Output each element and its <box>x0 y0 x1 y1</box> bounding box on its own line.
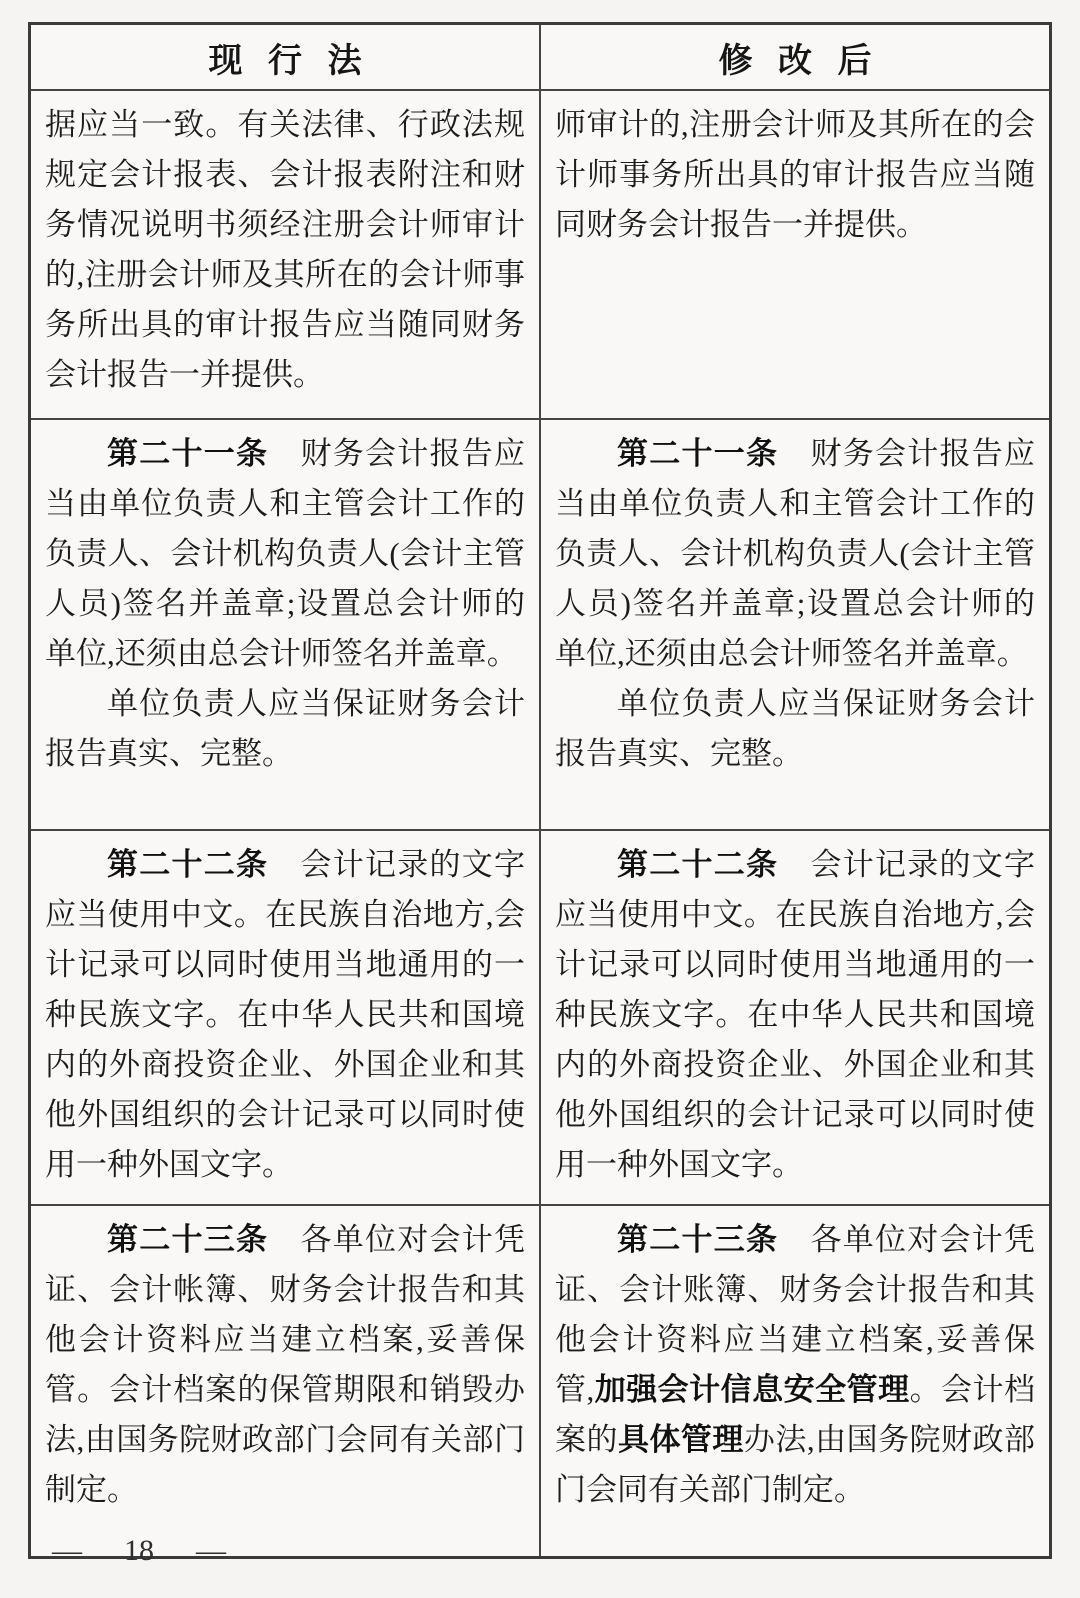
table-row <box>30 830 1051 1205</box>
cell-left <box>30 830 541 1205</box>
table-header-row <box>30 24 1051 91</box>
paragraph <box>45 679 525 779</box>
text-run: 师审计的,注册会计师及其所在的会计师事务所出具的审计报告应当随同财务会计报告一并提供。 <box>555 107 1035 242</box>
table-row <box>30 90 1051 419</box>
page-number: 18 <box>124 1534 154 1567</box>
table-row <box>30 1205 1051 1558</box>
cell-right <box>540 1205 1051 1558</box>
text-run: 单位负责人应当保证财务会计报告真实、完整。 <box>45 686 525 771</box>
bold-text-run: 加强会计信息安全管理 <box>594 1372 910 1407</box>
cell-left <box>30 1205 541 1558</box>
paragraph <box>555 100 1035 250</box>
cell-left <box>30 90 541 419</box>
cell-right <box>540 419 1051 830</box>
paragraph <box>45 1215 525 1515</box>
text-run: 财务会计报告应当由单位负责人和主管会计工作的负责人、会计机构负责人(会计主管人员)签名并盖章;设置总会计师的单位,还须由总会计师签名并盖章。 <box>555 436 1035 671</box>
text-run: 办法,由国务院财政部门会同有关部门制定。 <box>555 1422 1036 1507</box>
table-row <box>30 419 1051 830</box>
paragraph <box>555 679 1035 779</box>
bold-text-run: 第二十三条 <box>617 1222 779 1257</box>
text-run: 财务会计报告应当由单位负责人和主管会计工作的负责人、会计机构负责人(会计主管人员)签名并盖章;设置总会计师的单位,还须由总会计师签名并盖章。 <box>45 436 525 671</box>
cell-right <box>540 830 1051 1205</box>
paragraph <box>555 1215 1035 1515</box>
bold-text-run: 第二十三条 <box>107 1222 269 1257</box>
paragraph <box>45 429 525 679</box>
text-run: 会计记录的文字应当使用中文。在民族自治地方,会计记录可以同时使用当地通用的一种民族文字。在中华人民共和国境内的外商投资企业、外国企业和其他外国组织的会计记录可以同时使用一种外国文字。 <box>555 847 1035 1182</box>
text-run: 各单位对会计凭证、会计账簿、财务会计报告和其他会计资料应当建立档案,妥善保管, <box>555 1222 1035 1407</box>
bold-text-run: 第二十二条 <box>617 847 779 882</box>
footer-right-dash: — <box>196 1534 226 1567</box>
header-current-law: 现行法 <box>30 24 541 91</box>
page-footer <box>52 1534 226 1568</box>
paragraph <box>555 840 1035 1190</box>
text-run: 据应当一致。有关法律、行政法规规定会计报表、会计报表附注和财务情况说明书须经注册会计师审计的,注册会计师及其所在的会计师事务所出具的审计报告应当随同财务会计报告一并提供。 <box>45 107 525 392</box>
footer-left-dash: — <box>52 1534 82 1567</box>
bold-text-run: 第二十二条 <box>107 847 269 882</box>
bold-text-run: 第二十一条 <box>617 436 779 471</box>
text-run: 单位负责人应当保证财务会计报告真实、完整。 <box>555 686 1035 771</box>
paragraph <box>555 429 1035 679</box>
text-run: 各单位对会计凭证、会计帐簿、财务会计报告和其他会计资料应当建立档案,妥善保管。会计档案的保管期限和销毁办法,由国务院财政部门会同有关部门制定。 <box>45 1222 525 1507</box>
paragraph <box>45 840 525 1190</box>
comparison-table-body <box>30 90 1051 1558</box>
bold-text-run: 第二十一条 <box>107 436 269 471</box>
bold-text-run: 具体管理 <box>617 1422 744 1457</box>
comparison-table <box>28 22 1052 1559</box>
text-run: 。会计档案的 <box>555 1372 1036 1457</box>
cell-right <box>540 90 1051 419</box>
paragraph <box>45 100 525 400</box>
cell-left <box>30 419 541 830</box>
text-run: 会计记录的文字应当使用中文。在民族自治地方,会计记录可以同时使用当地通用的一种民族文字。在中华人民共和国境内的外商投资企业、外国企业和其他外国组织的会计记录可以同时使用一种外国文字。 <box>45 847 525 1182</box>
header-after-revision: 修改后 <box>540 24 1051 91</box>
